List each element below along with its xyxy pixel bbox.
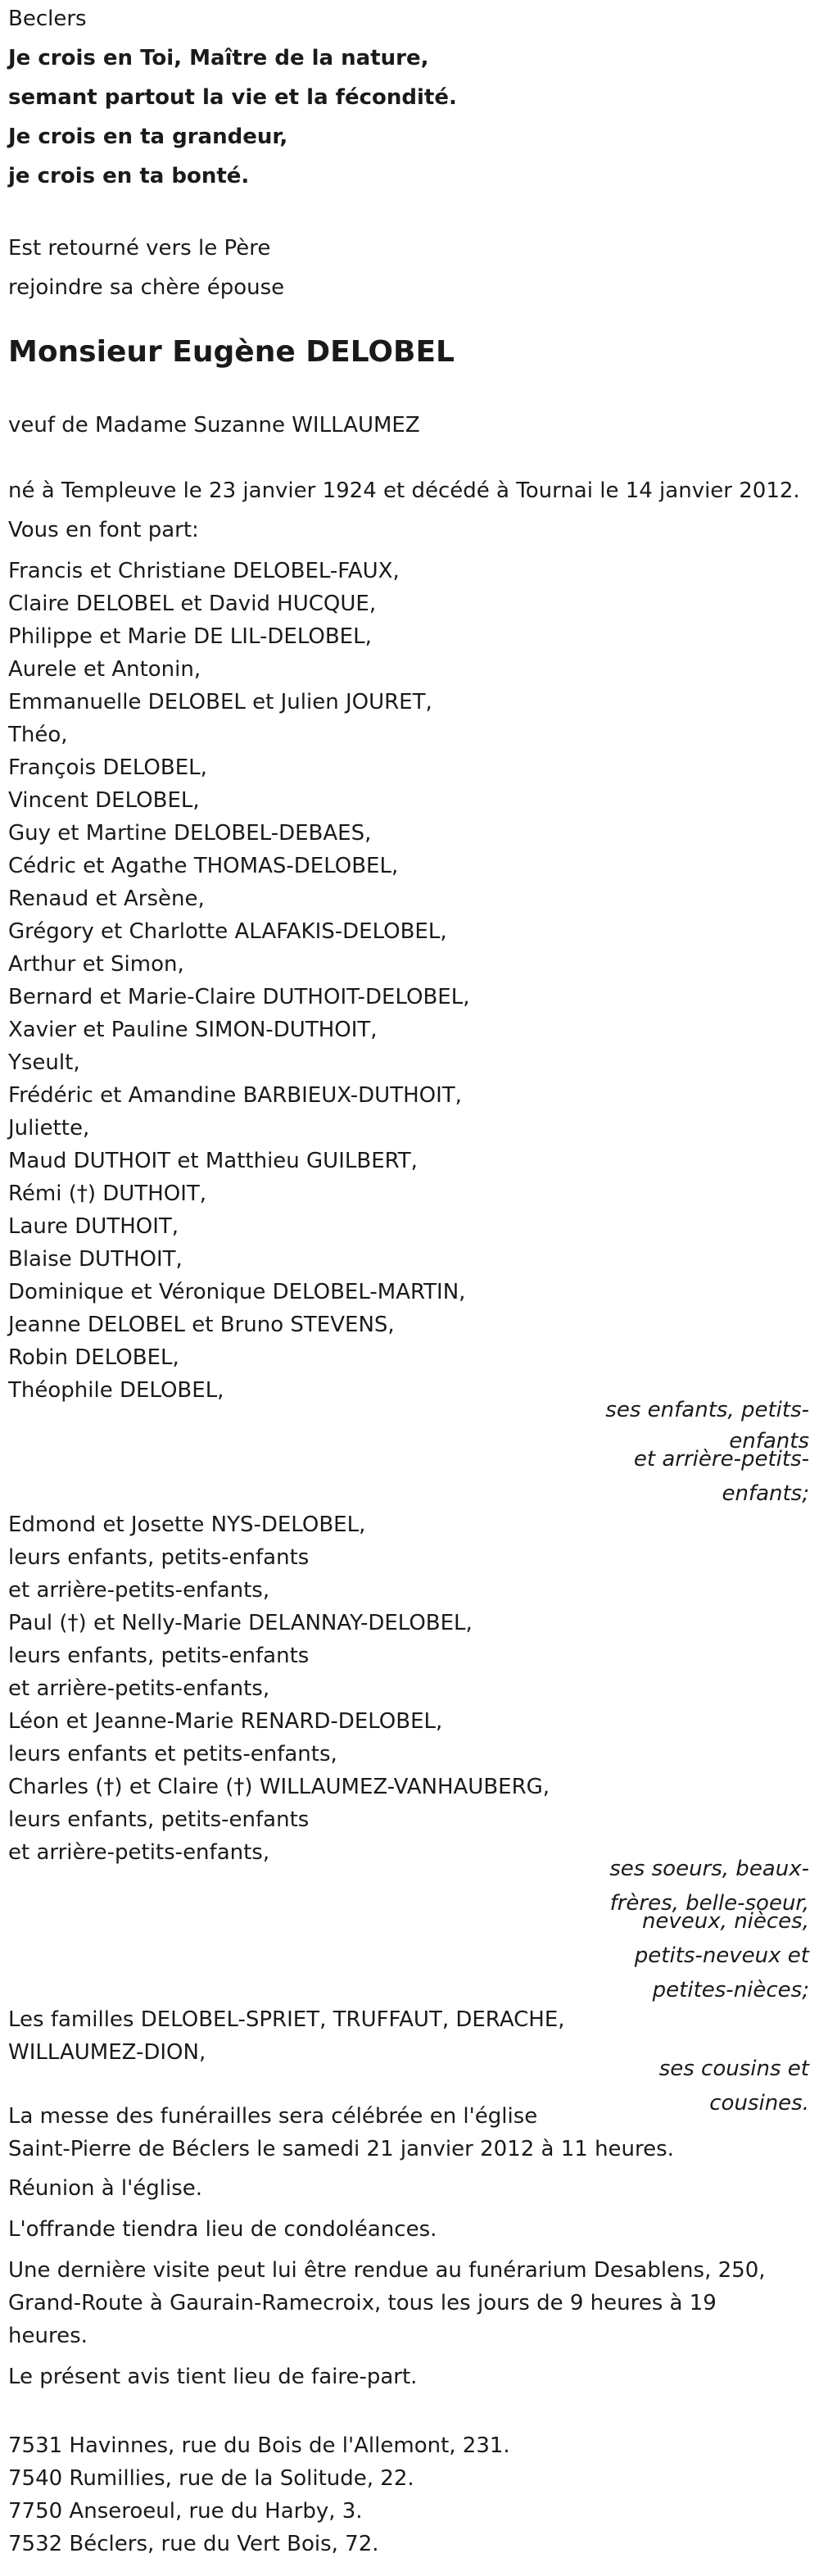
- poem-line: Je crois en ta grandeur,: [8, 125, 288, 149]
- mass-line: Saint-Pierre de Béclers le samedi 21 janvier 2012 à 11 heures.: [8, 2137, 674, 2161]
- family-line: leurs enfants, petits-enfants: [8, 1545, 310, 1570]
- visit-line: Grand-Route à Gaurain-Ramecroix, tous les jours de 9 heures à 19: [8, 2291, 717, 2315]
- relation-label: enfants;: [722, 1481, 809, 1506]
- family-line: Juliette,: [8, 1116, 90, 1141]
- place-name: Beclers: [8, 7, 87, 31]
- family-line: Léon et Jeanne-Marie RENARD-DELOBEL,: [8, 1709, 443, 1734]
- family-line: Paul (†) et Nelly-Marie DELANNAY-DELOBEL,: [8, 1611, 473, 1635]
- relation-label: ses enfants, petits-: [605, 1398, 809, 1422]
- family-line: et arrière-petits-enfants,: [8, 1578, 270, 1603]
- family-line: Grégory et Charlotte ALAFAKIS-DELOBEL,: [8, 919, 447, 944]
- relation-label: frères, belle-soeur,: [609, 1891, 809, 1916]
- family-line: Yseult,: [8, 1050, 80, 1075]
- family-line: leurs enfants et petits-enfants,: [8, 1742, 337, 1766]
- family-line: leurs enfants, petits-enfants: [8, 1807, 310, 1832]
- family-line: Arthur et Simon,: [8, 952, 184, 977]
- intro-line: rejoindre sa chère épouse: [8, 275, 285, 300]
- family-line: Maud DUTHOIT et Matthieu GUILBERT,: [8, 1149, 418, 1173]
- family-line: Théophile DELOBEL,: [8, 1378, 224, 1403]
- relation-label: neveux, nièces,: [641, 1909, 809, 1934]
- relation-label: cousines.: [709, 2091, 809, 2116]
- deceased-name: Monsieur Eugène DELOBEL: [8, 335, 455, 369]
- family-line: et arrière-petits-enfants,: [8, 1676, 270, 1701]
- family-line: Claire DELOBEL et David HUCQUE,: [8, 592, 377, 616]
- relation-label: enfants: [729, 1429, 809, 1454]
- family-line: Jeanne DELOBEL et Bruno STEVENS,: [8, 1313, 395, 1337]
- family-line: Guy et Martine DELOBEL-DEBAES,: [8, 821, 372, 846]
- relation-label: ses cousins et: [658, 2057, 809, 2081]
- notice-line: Le présent avis tient lieu de faire-part.: [8, 2365, 418, 2389]
- family-line: Frédéric et Amandine BARBIEUX-DUTHOIT,: [8, 1083, 462, 1108]
- family-line: François DELOBEL,: [8, 755, 207, 780]
- family-line: Vincent DELOBEL,: [8, 788, 200, 813]
- family-line: Xavier et Pauline SIMON-DUTHOIT,: [8, 1018, 378, 1042]
- mass-line: La messe des funérailles sera célébrée en l'église: [8, 2104, 538, 2129]
- family-line: Dominique et Véronique DELOBEL-MARTIN,: [8, 1280, 466, 1304]
- address-line: 7750 Anseroeul, rue du Harby, 3.: [8, 2499, 363, 2524]
- relation-label: ses soeurs, beaux-: [609, 1857, 809, 1881]
- family-line: Emmanuelle DELOBEL et Julien JOURET,: [8, 690, 432, 714]
- family-line: Théo,: [8, 723, 68, 747]
- family-line: Blaise DUTHOIT,: [8, 1247, 183, 1272]
- family-line: Bernard et Marie-Claire DUTHOIT-DELOBEL,: [8, 985, 470, 1009]
- family-line: Rémi (†) DUTHOIT,: [8, 1181, 207, 1206]
- family-line: Aurele et Antonin,: [8, 657, 201, 682]
- family-line: Charles (†) et Claire (†) WILLAUMEZ-VANHAUBERG,: [8, 1775, 550, 1799]
- relation-label: et arrière-petits-: [633, 1447, 809, 1472]
- meeting-line: Réunion à l'église.: [8, 2176, 203, 2201]
- relation-label: petits-neveux et: [634, 1943, 809, 1968]
- poem-line: je crois en ta bonté.: [8, 164, 250, 188]
- family-line: et arrière-petits-enfants,: [8, 1840, 270, 1865]
- family-line: Edmond et Josette NYS-DELOBEL,: [8, 1512, 366, 1537]
- poem-line: semant partout la vie et la fécondité.: [8, 85, 457, 110]
- birth-death-line: né à Templeuve le 23 janvier 1924 et décédé à Tournai le 14 janvier 2012.: [8, 478, 800, 503]
- visit-line: heures.: [8, 2324, 88, 2348]
- poem-line: Je crois en Toi, Maître de la nature,: [8, 46, 429, 70]
- family-line: Robin DELOBEL,: [8, 1345, 179, 1370]
- address-line: 7532 Béclers, rue du Vert Bois, 72.: [8, 2532, 379, 2556]
- family-line: Philippe et Marie DE LIL-DELOBEL,: [8, 624, 372, 649]
- visit-line: Une dernière visite peut lui être rendue au funérarium Desablens, 250,: [8, 2258, 766, 2283]
- family-line: Laure DUTHOIT,: [8, 1214, 179, 1239]
- family-line: Les familles DELOBEL-SPRIET, TRUFFAUT, DERACHE,: [8, 2007, 565, 2032]
- family-line: Francis et Christiane DELOBEL-FAUX,: [8, 559, 400, 583]
- intro-line: Est retourné vers le Père: [8, 236, 271, 261]
- announce-line: Vous en font part:: [8, 518, 199, 542]
- offering-line: L'offrande tiendra lieu de condoléances.: [8, 2217, 437, 2242]
- relation-label: petites-nièces;: [652, 1978, 809, 2002]
- address-line: 7540 Rumillies, rue de la Solitude, 22.: [8, 2466, 414, 2491]
- family-line: Renaud et Arsène,: [8, 887, 205, 911]
- family-line: WILLAUMEZ-DION,: [8, 2040, 206, 2065]
- spouse-line: veuf de Madame Suzanne WILLAUMEZ: [8, 413, 420, 438]
- address-line: 7531 Havinnes, rue du Bois de l'Allemont, 231.: [8, 2433, 510, 2458]
- family-line: leurs enfants, petits-enfants: [8, 1644, 310, 1668]
- family-line: Cédric et Agathe THOMAS-DELOBEL,: [8, 854, 399, 878]
